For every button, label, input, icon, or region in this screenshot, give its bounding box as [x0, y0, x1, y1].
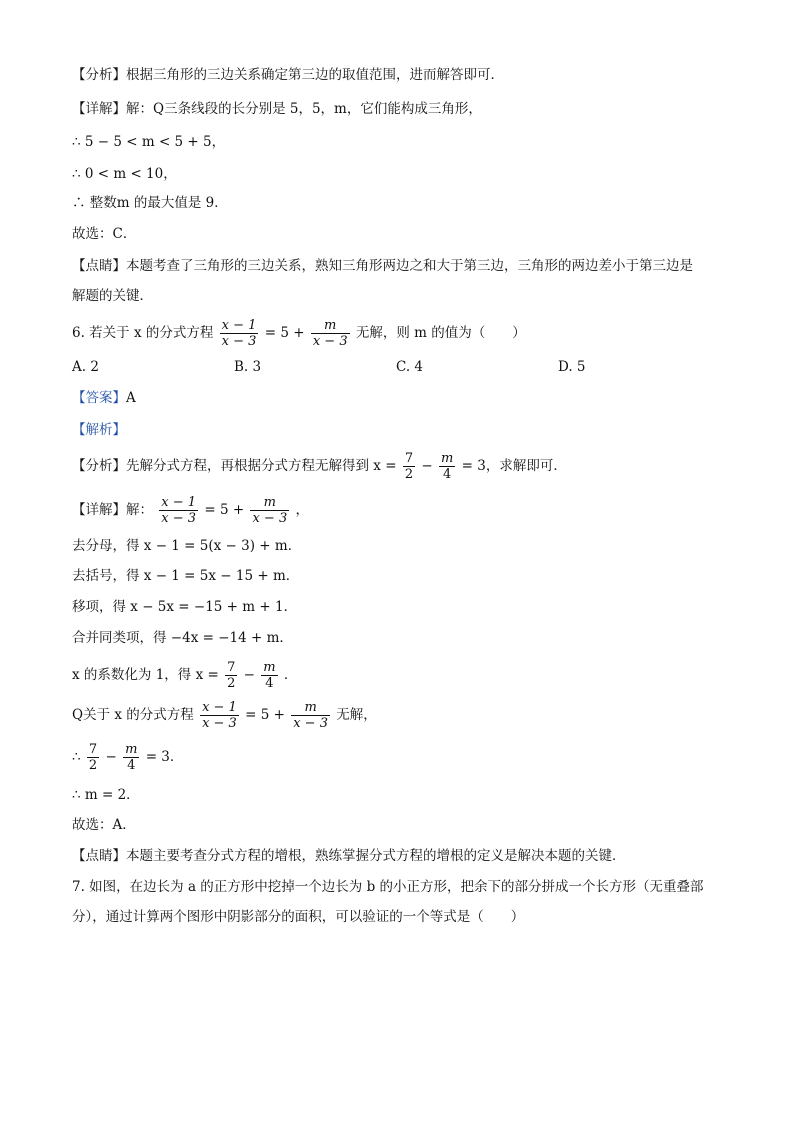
fraction-numerator: m — [441, 451, 454, 466]
therefore-sign: ∴ — [72, 749, 81, 765]
fraction-denominator: x − 3 — [221, 334, 257, 349]
q6-option-c: C. 4 — [396, 359, 424, 375]
comment-text: 本题主要考查分式方程的增根，熟练掌握分式方程的增根的定义是解决本题的关键． — [126, 848, 626, 864]
q6-choice: 故选：A． — [72, 817, 136, 833]
analysis-tag: 【分析】 — [72, 458, 126, 474]
q6-stem-end: 无解，则 m 的值为（ ） — [355, 325, 526, 341]
step6-text: Q关于 x 的分式方程 — [72, 707, 194, 723]
fraction-numerator: x − 1 — [221, 318, 257, 333]
q6-step-5: x 的系数化为 1，得 x = $\frac{7}{2}$ − $\frac{m}{4}$ ． — [72, 660, 298, 691]
q6-detail-line: 【详解】解： $\frac{x - 1}{x - 3}$ = 5 + $\frac{m}{x - 3}$ ， — [72, 495, 310, 526]
fraction-numerator: m — [125, 742, 138, 757]
q6-step-6 — [72, 698, 377, 732]
detail-text: 解：Q三条线段的长分别是 5，5，m，它们能构成三角形， — [126, 101, 482, 117]
step5-text: x 的系数化为 1，得 x = — [72, 667, 219, 683]
detail-tag: 【详解】 — [72, 502, 126, 518]
comment-tag: 【点睛】 — [72, 258, 126, 274]
fraction-7-2 — [87, 742, 99, 773]
comment-text: 本题考查了三角形的三边关系，熟知三角形两边之和大于第三边，三角形的两边差小于第三边是 — [126, 258, 693, 274]
fraction-denominator: x − 3 — [293, 716, 328, 731]
fraction-numerator: m — [250, 495, 289, 511]
solution-tag: 【解析】 — [72, 422, 126, 438]
step6-text-end: 无解， — [336, 707, 377, 723]
fraction-7-2 — [403, 451, 415, 482]
q6-step-1: 去分母，得 x − 1 = 5(x − 3) + m． — [72, 538, 302, 554]
q6-eq-mid: = 5 + — [264, 325, 305, 341]
q6-option-d: D. 5 — [558, 359, 586, 375]
q6-option-b: B. 3 — [234, 359, 262, 375]
step6-eq-mid: = 5 + — [245, 707, 285, 723]
q6-step-2: 去括号，得 x − 1 = 5x − 15 + m． — [72, 568, 300, 584]
q6-step-4: 合并同类项，得 −4x = −14 + m． — [72, 630, 293, 646]
q6-option-a: A. 2 — [72, 359, 99, 375]
fraction-7-2 — [225, 660, 237, 691]
step6-fraction-lhs — [200, 700, 239, 731]
prev-analysis-line — [72, 65, 504, 85]
q6-analysis-line — [72, 449, 567, 483]
detail-fraction-lhs — [159, 495, 198, 526]
prev-step-3: ∴ 整数m 的最大值是 9． — [72, 195, 228, 211]
q7-stem-line-2: 分），通过计算两个图形中阴影部分的面积，可以验证的一个等式是（ ） — [72, 909, 525, 925]
fraction-denominator: 2 — [227, 676, 236, 691]
fraction-denominator: x − 3 — [252, 511, 288, 526]
analysis-tag: 【分析】 — [72, 67, 126, 83]
fraction-denominator: 4 — [443, 467, 452, 482]
fraction-numerator: m — [311, 318, 350, 334]
minus-sign: − — [421, 458, 433, 474]
prev-choice: 故选：C． — [72, 226, 137, 242]
detail-text: 解： — [126, 502, 153, 518]
q6-stem-start: 6. 若关于 x 的分式方程 — [72, 325, 214, 341]
detail-fraction-rhs — [250, 495, 289, 526]
analysis-text: 根据三角形的三边关系确定第三边的取值范围，进而解答即可． — [126, 67, 504, 83]
analysis-text-end: = 3，求解即可． — [461, 458, 567, 474]
detail-tag: 【详解】 — [72, 101, 126, 117]
q6-step-8: ∴ m = 2． — [72, 787, 140, 803]
q6-step-7 — [72, 740, 183, 774]
q6-solution-line — [72, 420, 126, 440]
fraction-numerator: 7 — [88, 742, 98, 757]
step6-fraction-rhs — [291, 700, 330, 731]
q6-stem — [72, 316, 526, 350]
minus-sign: − — [243, 667, 255, 683]
fraction-numerator: m — [263, 660, 276, 675]
q7-stem-line-1: 7. 如图，在边长为 a 的正方形中挖掉一个边长为 b 的小正方形，把余下的部分拼成一个长方形（无重叠部 — [72, 879, 704, 895]
q6-fraction-rhs — [311, 318, 350, 349]
prev-step-2: ∴ 0 < m < 10， — [72, 166, 177, 182]
fraction-numerator: x − 1 — [161, 495, 197, 510]
q6-answer-line — [72, 388, 136, 408]
fraction-denominator: x − 3 — [202, 716, 237, 731]
fraction-numerator: m — [291, 700, 330, 716]
fraction-m-4 — [261, 660, 277, 691]
answer-value: A — [126, 390, 136, 406]
prev-detail-line — [72, 99, 482, 119]
fraction-denominator: 4 — [127, 758, 136, 773]
answer-tag: 【答案】 — [72, 390, 126, 406]
fraction-denominator: x − 3 — [161, 511, 197, 526]
fraction-numerator: 7 — [404, 451, 414, 466]
prev-step-1: ∴ 5 − 5 < m < 5 + 5， — [72, 134, 226, 150]
fraction-denominator: 2 — [88, 758, 98, 773]
step7-end: = 3． — [145, 749, 184, 765]
prev-comment-line-2: 解题的关键． — [72, 288, 153, 304]
q6-comment-line — [72, 846, 626, 866]
prev-comment-line-1 — [72, 256, 693, 276]
q6-step-3: 移项，得 x − 5x = −15 + m + 1． — [72, 599, 298, 615]
fraction-m-4 — [439, 451, 455, 482]
minus-sign: − — [105, 749, 117, 765]
fraction-denominator: x − 3 — [312, 334, 348, 349]
analysis-text: 先解分式方程，再根据分式方程无解得到 x = — [126, 458, 397, 474]
fraction-numerator: 7 — [227, 660, 236, 675]
q6-fraction-lhs — [220, 318, 259, 349]
detail-eq-mid: = 5 + — [204, 502, 245, 518]
fraction-numerator: x − 1 — [202, 700, 237, 715]
fraction-m-4 — [123, 742, 139, 773]
comment-tag: 【点睛】 — [72, 848, 126, 864]
fraction-denominator: 4 — [265, 676, 274, 691]
fraction-denominator: 2 — [404, 467, 414, 482]
